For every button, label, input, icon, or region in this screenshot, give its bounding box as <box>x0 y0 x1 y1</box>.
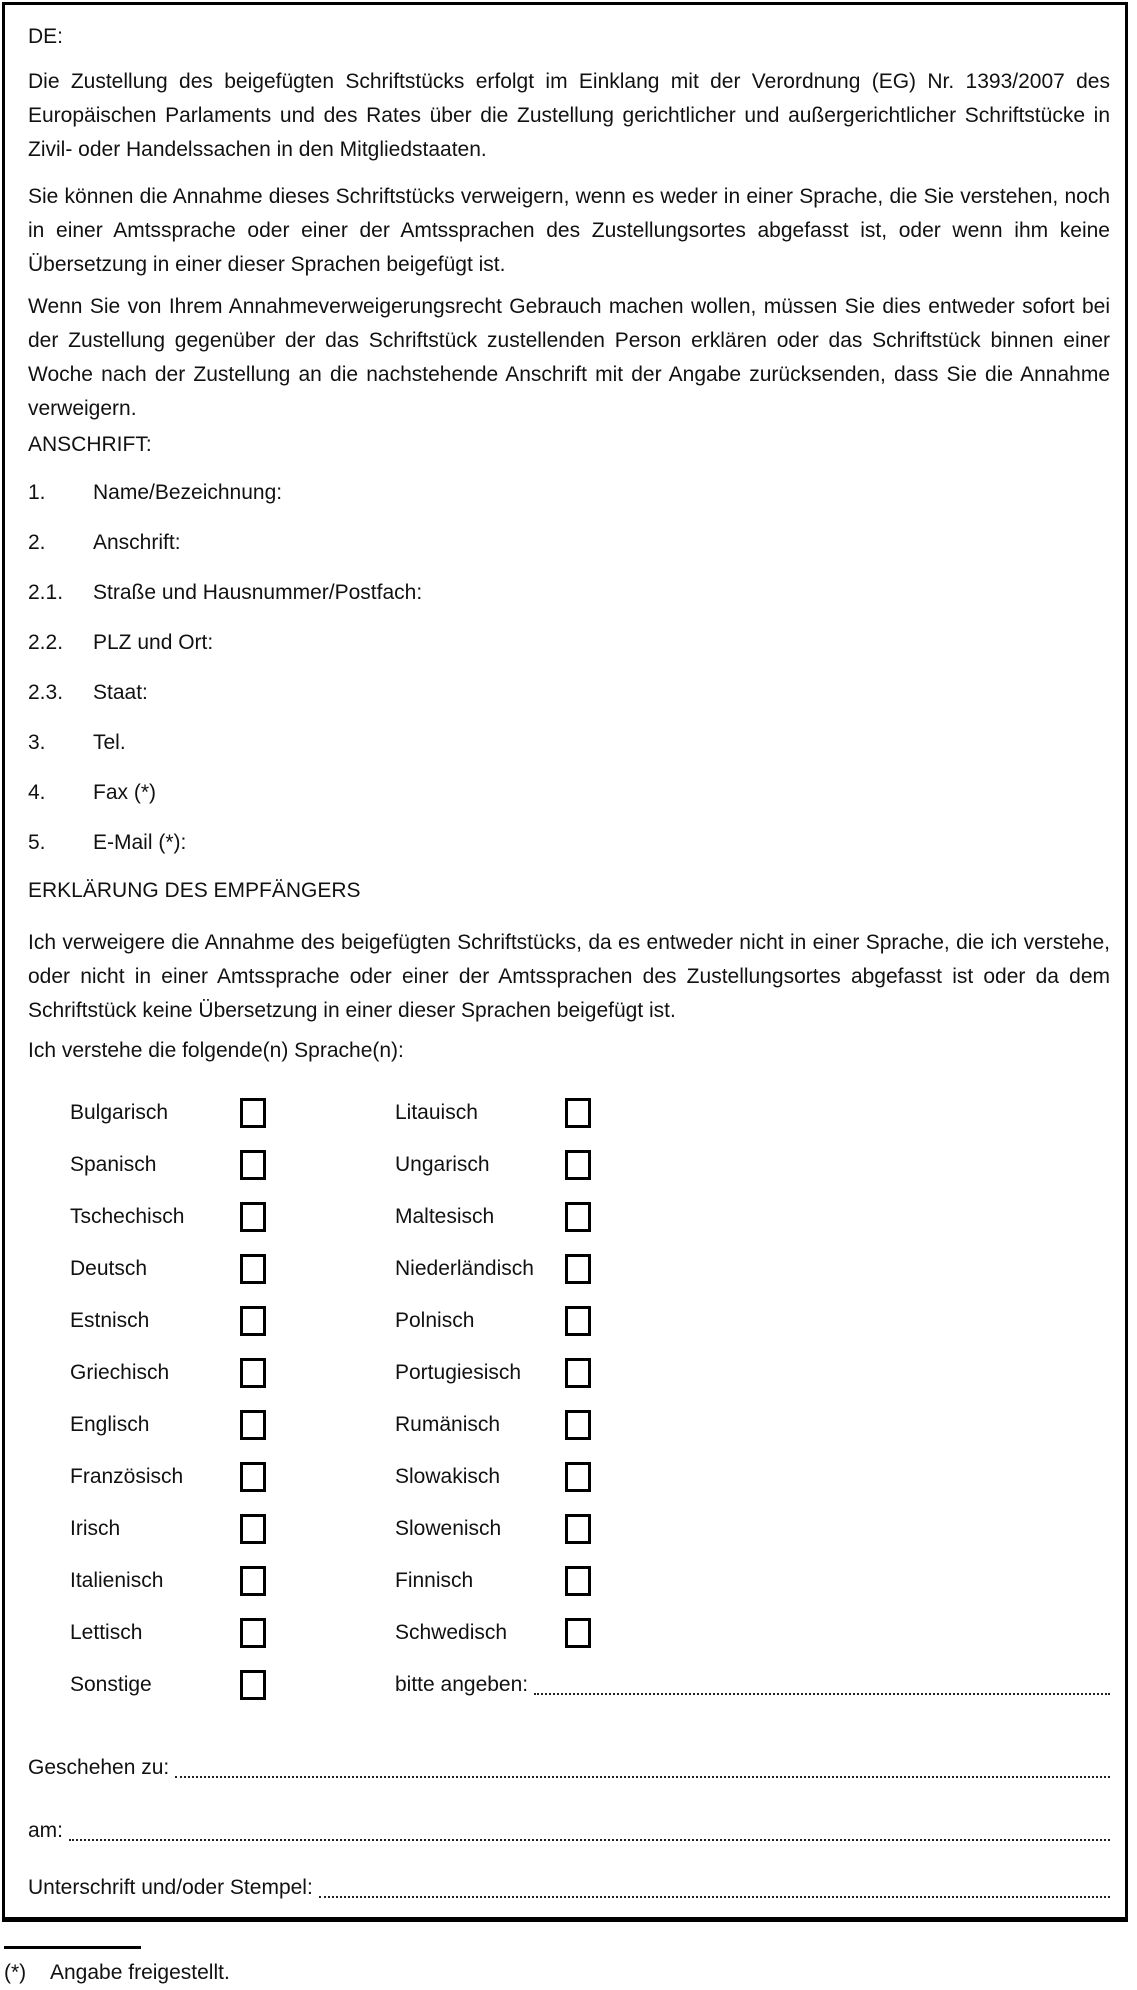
address-item-email <box>28 826 1110 860</box>
language-label-tschechisch: Tschechisch <box>70 1205 185 1228</box>
language-label-italienisch: Italienisch <box>70 1569 164 1592</box>
checkbox-niederlaendisch[interactable] <box>565 1254 591 1284</box>
checkbox-deutsch[interactable] <box>240 1254 266 1284</box>
footnote-marker: (*) <box>4 1961 27 1984</box>
checkbox-irisch[interactable] <box>240 1514 266 1544</box>
language-label-schwedisch: Schwedisch <box>395 1621 508 1644</box>
item-label: Staat: <box>93 681 148 704</box>
checkbox-portugiesisch[interactable] <box>565 1358 591 1388</box>
language-label-deutsch: Deutsch <box>70 1257 148 1280</box>
checkbox-italienisch[interactable] <box>240 1566 266 1596</box>
checkbox-spanisch[interactable] <box>240 1150 266 1180</box>
field-label: Unterschrift und/oder Stempel: <box>28 1876 313 1899</box>
language-label-ungarisch: Ungarisch <box>395 1153 490 1176</box>
item-label: Tel. <box>93 731 126 754</box>
language-label-finnisch: Finnisch <box>395 1569 474 1592</box>
address-item-tel <box>28 726 1110 760</box>
footnote-rule <box>4 1946 141 1949</box>
address-item-name <box>28 476 1110 510</box>
item-label: Fax (*) <box>93 781 156 804</box>
form-frame <box>2 2 1128 1922</box>
declaration-text: Ich verweigere die Annahme des beigefügten Schriftstücks, da es entweder nicht in einer Sprache, die ich verstehe, oder nicht in einer Amtssprache oder einer der Amtssprachen des Zustellungsortes abgefasst ist oder da dem Schriftstück keine Übersetzung in einer dieser Sprachen beigefügt ist. <box>28 931 1110 1022</box>
checkbox-bulgarisch[interactable] <box>240 1098 266 1128</box>
item-label: Straße und Hausnummer/Postfach: <box>93 581 423 604</box>
item-number: 2.3. <box>28 681 64 704</box>
languages-intro: Ich verstehe die folgende(n) Sprache(n): <box>28 1039 404 1062</box>
language-label-spanisch: Spanisch <box>70 1153 157 1176</box>
field-geschehen-zu <box>28 1751 1110 1785</box>
checkbox-englisch[interactable] <box>240 1410 266 1440</box>
language-label-litauisch: Litauisch <box>395 1101 478 1124</box>
specify-label: bitte angeben: <box>395 1673 529 1696</box>
geschehen-zu-input-line[interactable] <box>175 1776 1110 1778</box>
footnote-text: Angabe freigestellt. <box>50 1961 230 1984</box>
checkbox-slowenisch[interactable] <box>565 1514 591 1544</box>
item-number: 1. <box>28 481 46 504</box>
checkbox-ungarisch[interactable] <box>565 1150 591 1180</box>
other-language-specify-field <box>395 1668 1110 1702</box>
intro-paragraph-refusal-right: Sie können die Annahme dieses Schriftstücks verweigern, wenn es weder in einer Sprache, die Sie verstehen, noch in einer Amtssprache oder einer der Amtssprachen des Zustellungsortes abgefasst ist, oder wenn ihm keine Übersetzung in einer dieser Sprachen beigefügt ist. <box>28 185 1110 276</box>
item-number: 2.1. <box>28 581 64 604</box>
item-number: 3. <box>28 731 46 754</box>
language-label-bulgarisch: Bulgarisch <box>70 1101 169 1124</box>
checkbox-slowakisch[interactable] <box>565 1462 591 1492</box>
anschrift-heading: ANSCHRIFT: <box>28 433 152 456</box>
language-label-polnisch: Polnisch <box>395 1309 475 1332</box>
checkbox-schwedisch[interactable] <box>565 1618 591 1648</box>
unterschrift-input-line[interactable] <box>319 1896 1110 1898</box>
checkbox-sonstige[interactable] <box>240 1670 266 1700</box>
language-code-label: DE: <box>28 25 64 48</box>
checkbox-rumaenisch[interactable] <box>565 1410 591 1440</box>
address-item-fax <box>28 776 1110 810</box>
checkbox-lettisch[interactable] <box>240 1618 266 1648</box>
item-label: Name/Bezeichnung: <box>93 481 283 504</box>
language-label-rumaenisch: Rumänisch <box>395 1413 501 1436</box>
language-label-niederlaendisch: Niederländisch <box>395 1257 534 1280</box>
language-label-slowenisch: Slowenisch <box>395 1517 502 1540</box>
item-label: Anschrift: <box>93 531 181 554</box>
checkbox-estnisch[interactable] <box>240 1306 266 1336</box>
language-label-irisch: Irisch <box>70 1517 121 1540</box>
language-label-portugiesisch: Portugiesisch <box>395 1361 522 1384</box>
language-label-estnisch: Estnisch <box>70 1309 150 1332</box>
field-label: am: <box>28 1819 64 1842</box>
language-label-maltesisch: Maltesisch <box>395 1205 495 1228</box>
declaration-heading: ERKLÄRUNG DES EMPFÄNGERS <box>28 879 361 902</box>
item-number: 2. <box>28 531 46 554</box>
language-label-griechisch: Griechisch <box>70 1361 170 1384</box>
field-unterschrift-stempel <box>28 1871 1110 1905</box>
address-item-plz-ort <box>28 626 1110 660</box>
checkbox-maltesisch[interactable] <box>565 1202 591 1232</box>
language-label-sonstige: Sonstige <box>70 1673 152 1696</box>
language-label-englisch: Englisch <box>70 1413 150 1436</box>
item-label: PLZ und Ort: <box>93 631 214 654</box>
language-label-lettisch: Lettisch <box>70 1621 143 1644</box>
checkbox-litauisch[interactable] <box>565 1098 591 1128</box>
item-number: 5. <box>28 831 46 854</box>
footnote <box>4 1956 230 1990</box>
language-label-slowakisch: Slowakisch <box>395 1465 501 1488</box>
intro-paragraph-procedure: Wenn Sie von Ihrem Annahmeverweigerungsrecht Gebrauch machen wollen, müssen Sie dies entweder sofort bei der Zustellung gegenüber der das Schriftstück zustellenden Person erklären oder das Schriftstück binnen einer Woche nach der Zustellung an die nachstehende Anschrift mit der Angabe zurücksenden, dass Sie die Annahme verweigern. <box>28 295 1110 420</box>
field-am <box>28 1814 1110 1848</box>
checkbox-griechisch[interactable] <box>240 1358 266 1388</box>
item-number: 4. <box>28 781 46 804</box>
checkbox-finnisch[interactable] <box>565 1566 591 1596</box>
checkbox-franzoesisch[interactable] <box>240 1462 266 1492</box>
address-item-anschrift <box>28 526 1110 560</box>
intro-paragraph-regulation: Die Zustellung des beigefügten Schriftstücks erfolgt im Einklang mit der Verordnung (EG) Nr. 1393/2007 des Europäischen Parlaments und des Rates über die Zustellung gerichtlicher und außergerichtlicher Schriftstücke in Zivil- oder Handelssachen in den Mitgliedstaaten. <box>28 70 1110 161</box>
am-input-line[interactable] <box>69 1839 1110 1841</box>
field-label: Geschehen zu: <box>28 1756 170 1779</box>
language-label-franzoesisch: Französisch <box>70 1465 184 1488</box>
checkbox-tschechisch[interactable] <box>240 1202 266 1232</box>
address-item-strasse <box>28 576 1110 610</box>
checkbox-polnisch[interactable] <box>565 1306 591 1336</box>
other-language-input-line[interactable] <box>534 1693 1110 1695</box>
language-checkbox-grid <box>70 1096 1110 1720</box>
address-item-staat <box>28 676 1110 710</box>
item-number: 2.2. <box>28 631 64 654</box>
item-label: E-Mail (*): <box>93 831 187 854</box>
